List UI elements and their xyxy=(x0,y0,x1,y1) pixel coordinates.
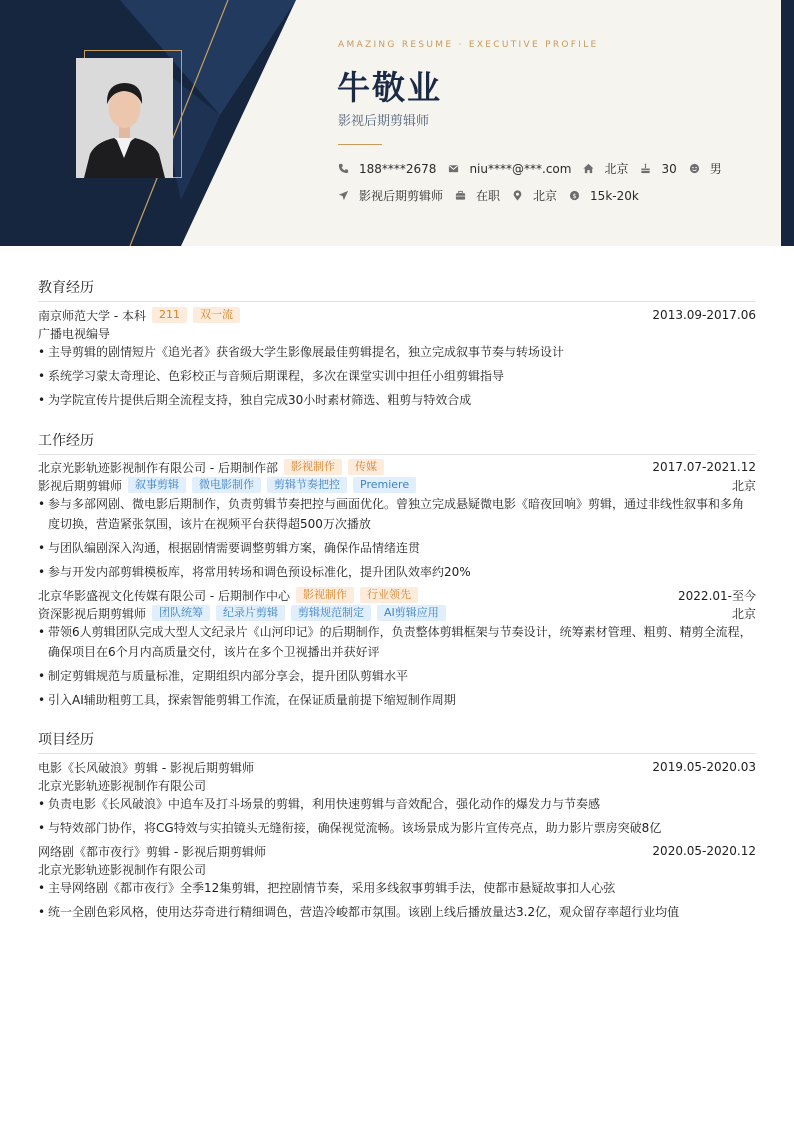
job-role-row xyxy=(38,476,756,494)
job-role: 影视后期剪辑师 xyxy=(38,478,123,493)
job-intent-row xyxy=(338,187,651,204)
job-bullet: • 带领6人剪辑团队完成大型人文纪录片《山河印记》的后期制作，负责整体剪辑框架与节奏设计，统筹素材管理、粗剪、精剪全流程， 确保项目在6个月内高质量交付，该片在多个卫视播出并获好评 xyxy=(38,622,756,662)
project-company: 北京光影轨迹影视制作有限公司 xyxy=(38,862,207,877)
mail-icon xyxy=(448,163,459,174)
job-location: 北京 xyxy=(731,478,756,493)
project-date: 2019.05-2020.03 xyxy=(652,760,756,774)
education-date: 2013.09-2017.06 xyxy=(652,308,756,322)
project-name: 电影《长风破浪》剪辑 - 影视后期剪辑师 xyxy=(38,760,254,775)
project-bullet: • 与特效部门协作，将CG特效与实拍镜头无缝衔接，确保视觉流畅。该场景成为影片宣传亮点，助力影片票房突破8亿 xyxy=(38,818,756,838)
title-divider xyxy=(338,144,382,145)
header-eyebrow: AMAZING RESUME · EXECUTIVE PROFILE xyxy=(338,40,599,50)
candidate-title: 影视后期剪辑师 xyxy=(338,114,430,129)
project-company: 北京光影轨迹影视制作有限公司 xyxy=(38,778,207,793)
job-date: 2017.07-2021.12 xyxy=(652,460,756,474)
projects-heading: 项目经历 xyxy=(38,729,756,754)
job-bullet: • 参与多部网剧、微电影后期制作，负责剪辑节奏把控与画面优化。曾独立完成悬疑微电影《暗夜回响》剪辑，通过非线性叙事和多角 度切换，营造紧张氛围，该片在视频平台获得超500万次播放 xyxy=(38,494,756,534)
location-pin-icon xyxy=(512,190,523,201)
education-school-row xyxy=(38,306,756,324)
job-date: 2022.01-至今 xyxy=(678,588,756,603)
job-company-row xyxy=(38,586,756,604)
age-item: 30 xyxy=(640,162,676,176)
school-tag: 双一流 xyxy=(193,307,240,323)
project-company-row xyxy=(38,860,756,878)
skill-tag: 团队统筹 xyxy=(152,605,210,621)
svg-text:$: $ xyxy=(572,191,577,200)
send-icon xyxy=(338,190,349,201)
job-company-row xyxy=(38,458,756,476)
home-icon xyxy=(583,163,594,174)
project-title-row xyxy=(38,842,756,860)
phone-item: 188****2678 xyxy=(338,162,436,176)
job-company: 北京华影盛视文化传媒有限公司 - 后期制作中心 xyxy=(38,588,290,603)
job-role: 资深影视后期剪辑师 xyxy=(38,606,147,621)
gender-icon xyxy=(689,163,700,174)
school-name: 南京师范大学 - 本科 xyxy=(38,308,146,323)
phone-icon xyxy=(338,163,349,174)
company-tag: 行业领先 xyxy=(360,587,418,603)
skill-tag: 叙事剪辑 xyxy=(128,477,186,493)
skill-tag: AI剪辑应用 xyxy=(377,605,446,621)
status-item: 在职 xyxy=(455,187,500,204)
skill-tag: Premiere xyxy=(353,477,416,493)
skill-tag: 剪辑节奏把控 xyxy=(267,477,347,493)
education-bullet: • 为学院宣传片提供后期全流程支持，独自完成30小时素材筛选、粗剪与特效合成 xyxy=(38,390,756,410)
job-bullet: • 制定剪辑规范与质量标准，定期组织内部分享会，提升团队剪辑水平 xyxy=(38,666,756,686)
company-tag: 影视制作 xyxy=(284,459,342,475)
candidate-name: 牛敬业 xyxy=(337,68,442,107)
money-icon xyxy=(569,190,580,201)
job-bullet: • 与团队编剧深入沟通，根据剧情需要调整剪辑方案，确保作品情绪连贯 xyxy=(38,538,756,558)
education-bullet: • 系统学习蒙太奇理论、色彩校正与音频后期课程，多次在课堂实训中担任小组剪辑指导 xyxy=(38,366,756,386)
work-heading: 工作经历 xyxy=(38,430,756,455)
project-date: 2020.05-2020.12 xyxy=(652,844,756,858)
intent-city-item: 北京 xyxy=(512,187,557,204)
email-item: niu****@***.com xyxy=(448,162,571,176)
school-tag: 211 xyxy=(152,307,187,323)
skill-tag: 微电影制作 xyxy=(192,477,261,493)
education-major-row xyxy=(38,324,756,342)
job-bullet: • 参与开发内部剪辑模板库，将常用转场和调色预设标准化，提升团队效率约20% xyxy=(38,562,756,582)
project-bullet: • 负责电影《长风破浪》中追车及打斗场景的剪辑，利用快速剪辑与音效配合，强化动作的爆发力与节奏感 xyxy=(38,794,756,814)
cake-icon xyxy=(640,163,651,174)
hometown-item: 北京 xyxy=(583,160,628,177)
education-heading: 教育经历 xyxy=(38,277,756,302)
project-company-row xyxy=(38,776,756,794)
company-tag: 影视制作 xyxy=(296,587,354,603)
project-bullet: • 主导网络剧《都市夜行》全季12集剪辑，把控剧情节奏，采用多线叙事剪辑手法，使都市悬疑故事扣人心弦 xyxy=(38,878,756,898)
intent-position-item: 影视后期剪辑师 xyxy=(338,187,443,204)
skill-tag: 纪录片剪辑 xyxy=(216,605,285,621)
company-tag: 传媒 xyxy=(348,459,384,475)
salary-item: $ 15k-20k xyxy=(569,189,639,203)
avatar xyxy=(76,58,173,178)
gender-item: 男 xyxy=(689,160,722,177)
contact-row xyxy=(338,160,734,177)
briefcase-icon xyxy=(455,190,466,201)
resume-header xyxy=(0,0,794,246)
job-company: 北京光影轨迹影视制作有限公司 - 后期制作部 xyxy=(38,460,278,475)
education-bullet: • 主导剪辑的剧情短片《追光者》获省级大学生影像展最佳剪辑提名，独立完成叙事节奏与转场设计 xyxy=(38,342,756,362)
job-location: 北京 xyxy=(731,606,756,621)
header-right-strip xyxy=(781,0,794,246)
skill-tag: 剪辑规范制定 xyxy=(291,605,371,621)
job-bullet: • 引入AI辅助粗剪工具，探索智能剪辑工作流，在保证质量前提下缩短制作周期 xyxy=(38,690,756,710)
project-name: 网络剧《都市夜行》剪辑 - 影视后期剪辑师 xyxy=(38,844,266,859)
major-name: 广播电视编导 xyxy=(38,326,111,341)
project-bullet: • 统一全剧色彩风格，使用达芬奇进行精细调色，营造冷峻都市氛围。该剧上线后播放量达3.2亿，观众留存率超行业均值 xyxy=(38,902,756,922)
job-role-row xyxy=(38,604,756,622)
project-title-row xyxy=(38,758,756,776)
